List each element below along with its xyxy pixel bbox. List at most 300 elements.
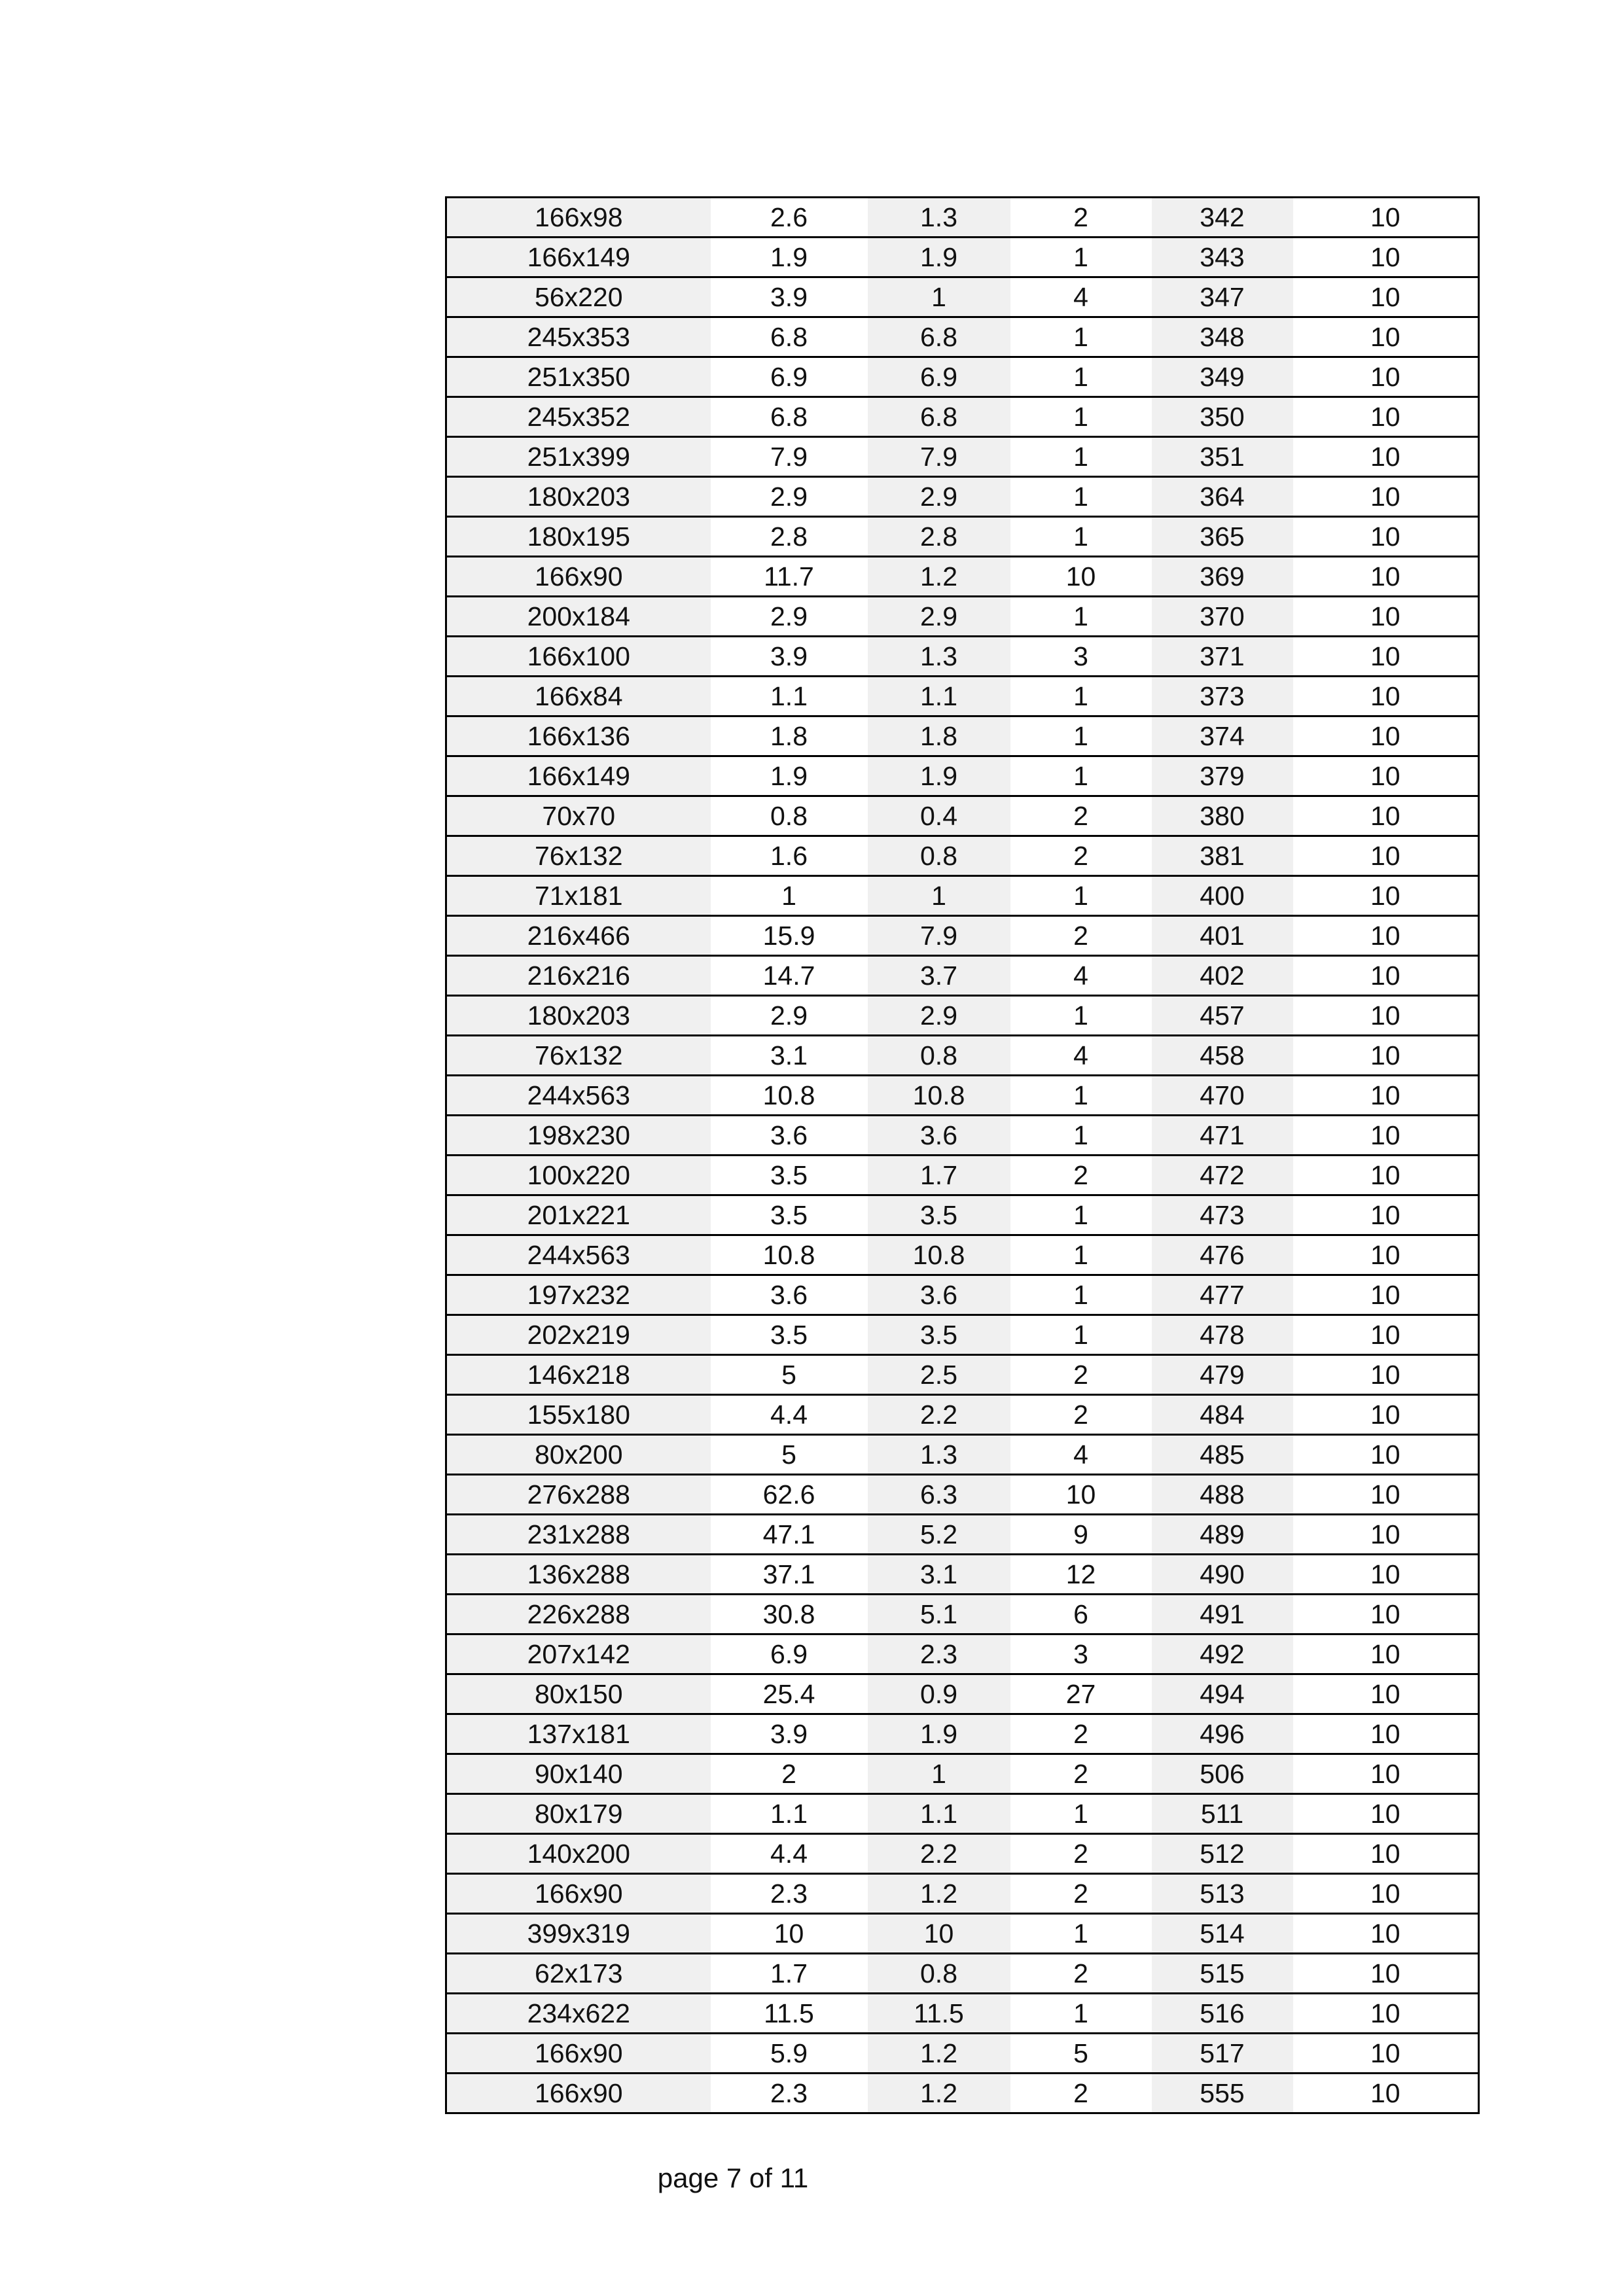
cell-id: 506 [1152, 1754, 1293, 1794]
cell-value-last: 10 [1293, 1674, 1479, 1714]
cell-value-a: 6.8 [711, 397, 868, 437]
table-row [446, 756, 1479, 796]
cell-quantity: 2 [1010, 836, 1152, 876]
cell-quantity: 1 [1010, 317, 1152, 357]
cell-quantity: 1 [1010, 517, 1152, 557]
cell-value-b: 2.2 [868, 1395, 1010, 1435]
cell-value-last: 10 [1293, 996, 1479, 1036]
cell-quantity: 1 [1010, 996, 1152, 1036]
cell-dimensions: 180x203 [446, 996, 711, 1036]
cell-value-b: 2.5 [868, 1355, 1010, 1395]
cell-value-a: 1.9 [711, 238, 868, 277]
cell-dimensions: 216x216 [446, 956, 711, 996]
cell-value-b: 11.5 [868, 1994, 1010, 2034]
cell-value-last: 10 [1293, 1634, 1479, 1674]
table-row [446, 1475, 1479, 1515]
cell-value-last: 10 [1293, 1076, 1479, 1116]
cell-quantity: 1 [1010, 1994, 1152, 2034]
cell-dimensions: 80x150 [446, 1674, 711, 1714]
table-row [446, 357, 1479, 397]
cell-quantity: 1 [1010, 716, 1152, 756]
cell-value-a: 10.8 [711, 1235, 868, 1275]
cell-dimensions: 201x221 [446, 1195, 711, 1235]
cell-quantity: 12 [1010, 1555, 1152, 1595]
cell-dimensions: 136x288 [446, 1555, 711, 1595]
cell-quantity: 4 [1010, 956, 1152, 996]
cell-value-a: 3.5 [711, 1315, 868, 1355]
cell-dimensions: 198x230 [446, 1116, 711, 1156]
table-row [446, 397, 1479, 437]
cell-value-b: 2.3 [868, 1634, 1010, 1674]
cell-value-last: 10 [1293, 916, 1479, 956]
cell-id: 488 [1152, 1475, 1293, 1515]
cell-value-b: 6.8 [868, 397, 1010, 437]
cell-id: 489 [1152, 1515, 1293, 1555]
table-row [446, 1595, 1479, 1634]
cell-quantity: 1 [1010, 1315, 1152, 1355]
cell-value-b: 1.3 [868, 637, 1010, 677]
cell-value-b: 0.4 [868, 796, 1010, 836]
cell-dimensions: 76x132 [446, 1036, 711, 1076]
cell-quantity: 3 [1010, 637, 1152, 677]
cell-value-a: 1.9 [711, 756, 868, 796]
cell-id: 512 [1152, 1834, 1293, 1874]
cell-id: 496 [1152, 1714, 1293, 1754]
cell-id: 513 [1152, 1874, 1293, 1914]
cell-value-b: 1.3 [868, 198, 1010, 238]
table-row [446, 1714, 1479, 1754]
cell-value-b: 7.9 [868, 916, 1010, 956]
cell-value-last: 10 [1293, 716, 1479, 756]
cell-quantity: 10 [1010, 557, 1152, 597]
cell-value-a: 30.8 [711, 1595, 868, 1634]
cell-dimensions: 146x218 [446, 1355, 711, 1395]
cell-quantity: 2 [1010, 1714, 1152, 1754]
table-row [446, 1515, 1479, 1555]
cell-id: 369 [1152, 557, 1293, 597]
cell-value-a: 5 [711, 1355, 868, 1395]
table-row [446, 517, 1479, 557]
table-row [446, 1874, 1479, 1914]
cell-value-last: 10 [1293, 2074, 1479, 2113]
cell-quantity: 1 [1010, 1914, 1152, 1954]
cell-dimensions: 76x132 [446, 836, 711, 876]
table-container [445, 196, 1492, 2114]
table-row [446, 1634, 1479, 1674]
cell-value-last: 10 [1293, 1714, 1479, 1754]
cell-value-last: 10 [1293, 277, 1479, 317]
cell-id: 457 [1152, 996, 1293, 1036]
cell-value-b: 2.9 [868, 477, 1010, 517]
cell-id: 473 [1152, 1195, 1293, 1235]
cell-quantity: 4 [1010, 1036, 1152, 1076]
cell-dimensions: 245x353 [446, 317, 711, 357]
cell-value-a: 25.4 [711, 1674, 868, 1714]
cell-id: 348 [1152, 317, 1293, 357]
cell-value-last: 10 [1293, 1754, 1479, 1794]
cell-dimensions: 166x84 [446, 677, 711, 716]
cell-value-last: 10 [1293, 1555, 1479, 1595]
cell-dimensions: 244x563 [446, 1076, 711, 1116]
cell-value-b: 1.9 [868, 238, 1010, 277]
table-row [446, 1355, 1479, 1395]
cell-value-a: 11.5 [711, 1994, 868, 2034]
cell-id: 402 [1152, 956, 1293, 996]
cell-value-last: 10 [1293, 1355, 1479, 1395]
cell-dimensions: 251x399 [446, 437, 711, 477]
cell-value-last: 10 [1293, 1994, 1479, 2034]
cell-value-last: 10 [1293, 1515, 1479, 1555]
table-row [446, 1116, 1479, 1156]
cell-value-a: 2.9 [711, 996, 868, 1036]
cell-value-last: 10 [1293, 238, 1479, 277]
table-row [446, 1994, 1479, 2034]
cell-dimensions: 166x100 [446, 637, 711, 677]
cell-id: 373 [1152, 677, 1293, 716]
cell-dimensions: 166x90 [446, 557, 711, 597]
cell-value-a: 10.8 [711, 1076, 868, 1116]
cell-value-b: 6.9 [868, 357, 1010, 397]
cell-dimensions: 216x466 [446, 916, 711, 956]
cell-value-b: 1 [868, 277, 1010, 317]
cell-quantity: 2 [1010, 1874, 1152, 1914]
cell-value-a: 1.1 [711, 677, 868, 716]
cell-value-last: 10 [1293, 357, 1479, 397]
cell-id: 400 [1152, 876, 1293, 916]
cell-quantity: 4 [1010, 1435, 1152, 1475]
cell-quantity: 1 [1010, 677, 1152, 716]
cell-quantity: 2 [1010, 1954, 1152, 1994]
cell-id: 350 [1152, 397, 1293, 437]
cell-value-a: 3.1 [711, 1036, 868, 1076]
table-row [446, 1156, 1479, 1195]
cell-value-last: 10 [1293, 1874, 1479, 1914]
cell-value-last: 10 [1293, 756, 1479, 796]
cell-value-b: 1.8 [868, 716, 1010, 756]
table-row [446, 1076, 1479, 1116]
cell-value-last: 10 [1293, 1156, 1479, 1195]
table-row [446, 1235, 1479, 1275]
cell-quantity: 2 [1010, 1355, 1152, 1395]
cell-value-a: 3.6 [711, 1116, 868, 1156]
cell-value-last: 10 [1293, 637, 1479, 677]
cell-dimensions: 100x220 [446, 1156, 711, 1195]
cell-value-last: 10 [1293, 1794, 1479, 1834]
cell-value-last: 10 [1293, 1116, 1479, 1156]
cell-value-last: 10 [1293, 1395, 1479, 1435]
cell-dimensions: 180x203 [446, 477, 711, 517]
cell-value-a: 15.9 [711, 916, 868, 956]
cell-dimensions: 276x288 [446, 1475, 711, 1515]
cell-id: 490 [1152, 1555, 1293, 1595]
data-table [445, 196, 1480, 2114]
table-row [446, 2034, 1479, 2074]
cell-value-a: 6.9 [711, 1634, 868, 1674]
cell-value-b: 10.8 [868, 1076, 1010, 1116]
table-row [446, 1315, 1479, 1355]
cell-value-b: 2.2 [868, 1834, 1010, 1874]
cell-value-a: 3.9 [711, 637, 868, 677]
cell-id: 370 [1152, 597, 1293, 637]
cell-value-last: 10 [1293, 1235, 1479, 1275]
cell-value-b: 3.5 [868, 1195, 1010, 1235]
cell-dimensions: 70x70 [446, 796, 711, 836]
cell-value-last: 10 [1293, 477, 1479, 517]
cell-quantity: 2 [1010, 2074, 1152, 2113]
cell-value-last: 10 [1293, 1834, 1479, 1874]
cell-value-b: 6.8 [868, 317, 1010, 357]
cell-value-b: 5.2 [868, 1515, 1010, 1555]
cell-id: 511 [1152, 1794, 1293, 1834]
cell-value-a: 3.5 [711, 1156, 868, 1195]
cell-value-a: 0.8 [711, 796, 868, 836]
table-row [446, 1794, 1479, 1834]
table-row [446, 956, 1479, 996]
cell-quantity: 1 [1010, 238, 1152, 277]
cell-value-b: 2.8 [868, 517, 1010, 557]
cell-value-last: 10 [1293, 557, 1479, 597]
cell-quantity: 1 [1010, 756, 1152, 796]
cell-id: 492 [1152, 1634, 1293, 1674]
cell-quantity: 1 [1010, 477, 1152, 517]
cell-quantity: 1 [1010, 1195, 1152, 1235]
cell-id: 371 [1152, 637, 1293, 677]
cell-id: 351 [1152, 437, 1293, 477]
cell-quantity: 1 [1010, 876, 1152, 916]
cell-id: 364 [1152, 477, 1293, 517]
table-row [446, 1754, 1479, 1794]
cell-value-last: 10 [1293, 517, 1479, 557]
cell-value-last: 10 [1293, 317, 1479, 357]
table-row [446, 996, 1479, 1036]
cell-value-a: 3.9 [711, 277, 868, 317]
table-row [446, 198, 1479, 238]
table-row [446, 597, 1479, 637]
cell-id: 485 [1152, 1435, 1293, 1475]
cell-value-a: 5.9 [711, 2034, 868, 2074]
cell-value-b: 1.2 [868, 2034, 1010, 2074]
cell-quantity: 1 [1010, 1235, 1152, 1275]
cell-value-b: 3.6 [868, 1275, 1010, 1315]
cell-quantity: 2 [1010, 1754, 1152, 1794]
cell-value-last: 10 [1293, 1954, 1479, 1994]
table-row [446, 317, 1479, 357]
cell-value-b: 6.3 [868, 1475, 1010, 1515]
cell-id: 472 [1152, 1156, 1293, 1195]
table-row [446, 1395, 1479, 1435]
cell-value-b: 7.9 [868, 437, 1010, 477]
cell-value-b: 0.9 [868, 1674, 1010, 1714]
cell-id: 516 [1152, 1994, 1293, 2034]
cell-value-b: 5.1 [868, 1595, 1010, 1634]
cell-id: 380 [1152, 796, 1293, 836]
cell-value-last: 10 [1293, 2034, 1479, 2074]
cell-value-last: 10 [1293, 1475, 1479, 1515]
cell-value-a: 37.1 [711, 1555, 868, 1595]
table-row [446, 477, 1479, 517]
cell-value-a: 62.6 [711, 1475, 868, 1515]
cell-quantity: 1 [1010, 357, 1152, 397]
cell-quantity: 10 [1010, 1475, 1152, 1515]
cell-id: 374 [1152, 716, 1293, 756]
cell-quantity: 2 [1010, 1834, 1152, 1874]
cell-value-b: 1.2 [868, 2074, 1010, 2113]
cell-value-b: 0.8 [868, 1954, 1010, 1994]
cell-value-b: 0.8 [868, 836, 1010, 876]
cell-value-last: 10 [1293, 1914, 1479, 1954]
cell-id: 401 [1152, 916, 1293, 956]
table-row [446, 2074, 1479, 2113]
cell-id: 555 [1152, 2074, 1293, 2113]
table-body [446, 198, 1479, 2113]
cell-quantity: 5 [1010, 2034, 1152, 2074]
cell-value-a: 1 [711, 876, 868, 916]
cell-id: 479 [1152, 1355, 1293, 1395]
cell-quantity: 1 [1010, 437, 1152, 477]
cell-value-a: 7.9 [711, 437, 868, 477]
cell-value-a: 2.8 [711, 517, 868, 557]
table-row [446, 1275, 1479, 1315]
table-row [446, 277, 1479, 317]
cell-value-a: 1.1 [711, 1794, 868, 1834]
cell-quantity: 9 [1010, 1515, 1152, 1555]
cell-value-b: 1.9 [868, 1714, 1010, 1754]
table-row [446, 238, 1479, 277]
cell-value-a: 10 [711, 1914, 868, 1954]
table-row [446, 1954, 1479, 1994]
cell-dimensions: 231x288 [446, 1515, 711, 1555]
cell-quantity: 1 [1010, 1076, 1152, 1116]
table-row [446, 1036, 1479, 1076]
cell-dimensions: 244x563 [446, 1235, 711, 1275]
cell-quantity: 1 [1010, 397, 1152, 437]
cell-quantity: 1 [1010, 1794, 1152, 1834]
cell-dimensions: 245x352 [446, 397, 711, 437]
cell-value-a: 2 [711, 1754, 868, 1794]
cell-value-a: 1.8 [711, 716, 868, 756]
cell-id: 458 [1152, 1036, 1293, 1076]
cell-value-a: 6.8 [711, 317, 868, 357]
cell-dimensions: 166x136 [446, 716, 711, 756]
cell-value-a: 2.6 [711, 198, 868, 238]
cell-value-b: 1.9 [868, 756, 1010, 796]
table-row [446, 1195, 1479, 1235]
cell-value-b: 3.5 [868, 1315, 1010, 1355]
cell-quantity: 2 [1010, 916, 1152, 956]
cell-value-a: 2.3 [711, 1874, 868, 1914]
cell-quantity: 2 [1010, 1395, 1152, 1435]
table-row [446, 876, 1479, 916]
cell-value-b: 3.1 [868, 1555, 1010, 1595]
cell-quantity: 6 [1010, 1595, 1152, 1634]
cell-id: 343 [1152, 238, 1293, 277]
cell-id: 477 [1152, 1275, 1293, 1315]
cell-value-b: 10.8 [868, 1235, 1010, 1275]
cell-dimensions: 155x180 [446, 1395, 711, 1435]
cell-value-a: 47.1 [711, 1515, 868, 1555]
table-row [446, 1435, 1479, 1475]
cell-value-a: 11.7 [711, 557, 868, 597]
cell-value-b: 2.9 [868, 996, 1010, 1036]
table-row [446, 916, 1479, 956]
cell-value-last: 10 [1293, 836, 1479, 876]
cell-id: 484 [1152, 1395, 1293, 1435]
cell-value-a: 3.9 [711, 1714, 868, 1754]
cell-value-b: 1.2 [868, 1874, 1010, 1914]
cell-dimensions: 207x142 [446, 1634, 711, 1674]
cell-value-a: 3.5 [711, 1195, 868, 1235]
cell-id: 365 [1152, 517, 1293, 557]
cell-value-a: 4.4 [711, 1395, 868, 1435]
table-row [446, 1914, 1479, 1954]
cell-dimensions: 166x149 [446, 756, 711, 796]
cell-id: 347 [1152, 277, 1293, 317]
cell-value-a: 4.4 [711, 1834, 868, 1874]
cell-quantity: 1 [1010, 1275, 1152, 1315]
table-row [446, 557, 1479, 597]
cell-value-a: 1.7 [711, 1954, 868, 1994]
cell-quantity: 2 [1010, 1156, 1152, 1195]
cell-id: 478 [1152, 1315, 1293, 1355]
cell-quantity: 1 [1010, 1116, 1152, 1156]
cell-dimensions: 166x90 [446, 2074, 711, 2113]
cell-value-last: 10 [1293, 597, 1479, 637]
cell-dimensions: 137x181 [446, 1714, 711, 1754]
cell-dimensions: 80x200 [446, 1435, 711, 1475]
cell-value-b: 0.8 [868, 1036, 1010, 1076]
cell-value-a: 2.9 [711, 477, 868, 517]
cell-value-a: 6.9 [711, 357, 868, 397]
cell-value-last: 10 [1293, 1435, 1479, 1475]
cell-value-last: 10 [1293, 796, 1479, 836]
cell-value-b: 3.6 [868, 1116, 1010, 1156]
table-row [446, 1834, 1479, 1874]
cell-value-last: 10 [1293, 677, 1479, 716]
cell-dimensions: 166x98 [446, 198, 711, 238]
cell-value-b: 1.1 [868, 677, 1010, 716]
cell-dimensions: 166x90 [446, 2034, 711, 2074]
cell-dimensions: 251x350 [446, 357, 711, 397]
cell-id: 515 [1152, 1954, 1293, 1994]
cell-id: 470 [1152, 1076, 1293, 1116]
cell-value-b: 1.1 [868, 1794, 1010, 1834]
cell-dimensions: 200x184 [446, 597, 711, 637]
cell-value-b: 1 [868, 1754, 1010, 1794]
cell-value-a: 2.9 [711, 597, 868, 637]
cell-value-a: 2.3 [711, 2074, 868, 2113]
cell-value-last: 10 [1293, 1595, 1479, 1634]
cell-id: 517 [1152, 2034, 1293, 2074]
cell-dimensions: 71x181 [446, 876, 711, 916]
table-row [446, 1555, 1479, 1595]
table-row [446, 1674, 1479, 1714]
cell-quantity: 2 [1010, 198, 1152, 238]
cell-value-last: 10 [1293, 1275, 1479, 1315]
cell-id: 494 [1152, 1674, 1293, 1714]
cell-dimensions: 180x195 [446, 517, 711, 557]
cell-value-b: 1.7 [868, 1156, 1010, 1195]
cell-id: 342 [1152, 198, 1293, 238]
cell-value-last: 10 [1293, 956, 1479, 996]
cell-id: 379 [1152, 756, 1293, 796]
cell-dimensions: 202x219 [446, 1315, 711, 1355]
cell-quantity: 3 [1010, 1634, 1152, 1674]
cell-value-a: 5 [711, 1435, 868, 1475]
cell-dimensions: 56x220 [446, 277, 711, 317]
cell-value-a: 3.6 [711, 1275, 868, 1315]
cell-dimensions: 80x179 [446, 1794, 711, 1834]
cell-dimensions: 140x200 [446, 1834, 711, 1874]
